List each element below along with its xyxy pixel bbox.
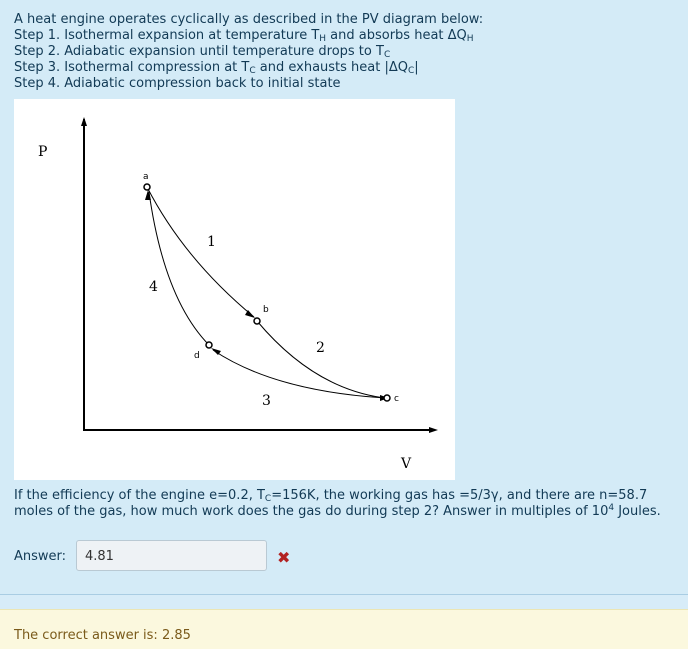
curve-step-2	[257, 321, 385, 398]
step-4-label: 4	[149, 279, 158, 295]
point-b	[254, 318, 260, 324]
answer-input[interactable]: 4.81	[76, 540, 267, 571]
point-d	[206, 342, 212, 348]
point-d-label: d	[194, 351, 200, 361]
correct-answer-text: The correct answer is: 2.85	[14, 628, 191, 643]
point-c-label: c	[394, 394, 399, 404]
point-a-label: a	[143, 172, 149, 182]
step-1-text: Step 1. Isothermal expansion at temperature $T_H$ and absorbs heat $\Delta Q_H$	[14, 28, 474, 44]
pv-diagram	[14, 99, 455, 480]
answer-label: Answer:	[14, 549, 67, 564]
step-4-text: Step 4. Adiabatic compression back to initial state	[14, 76, 341, 91]
point-a	[144, 184, 150, 190]
incorrect-icon: ✖	[277, 548, 291, 567]
step-1-label: 1	[207, 234, 216, 250]
intro-line: A heat engine operates cyclically as described in the PV diagram below:	[14, 12, 484, 27]
pv-diagram-svg	[14, 99, 455, 480]
curve-step-1	[147, 187, 254, 317]
y-axis-arrow	[81, 117, 87, 126]
point-c	[384, 395, 390, 401]
curve-step-3	[213, 350, 385, 398]
y-axis-label: P	[38, 144, 48, 160]
arrow-step-4	[145, 190, 151, 200]
x-axis-label: V	[401, 456, 412, 472]
step-3-text: Step 3. Isothermal compression at $T_C$ and exhausts heat $|\Delta Q_C|$	[14, 60, 419, 76]
step-2-label: 2	[316, 340, 325, 356]
point-b-label: b	[263, 305, 269, 315]
intro-text	[14, 12, 483, 92]
step-3-label: 3	[262, 393, 271, 409]
step-2-text: Step 2. Adiabatic expansion until temperature drops to $T_C$	[14, 44, 391, 60]
question-text: If the efficiency of the engine e=0.2, $T_C=156K$, the working gas has =5/3γ, and there are n=58.7 moles of the gas, how much work does the gas do during step 2? Answer in multiples of $10^4$ Joules.	[14, 488, 661, 519]
feedback-panel	[0, 609, 688, 649]
curve-step-4	[149, 192, 209, 345]
x-axis-arrow	[429, 427, 438, 433]
